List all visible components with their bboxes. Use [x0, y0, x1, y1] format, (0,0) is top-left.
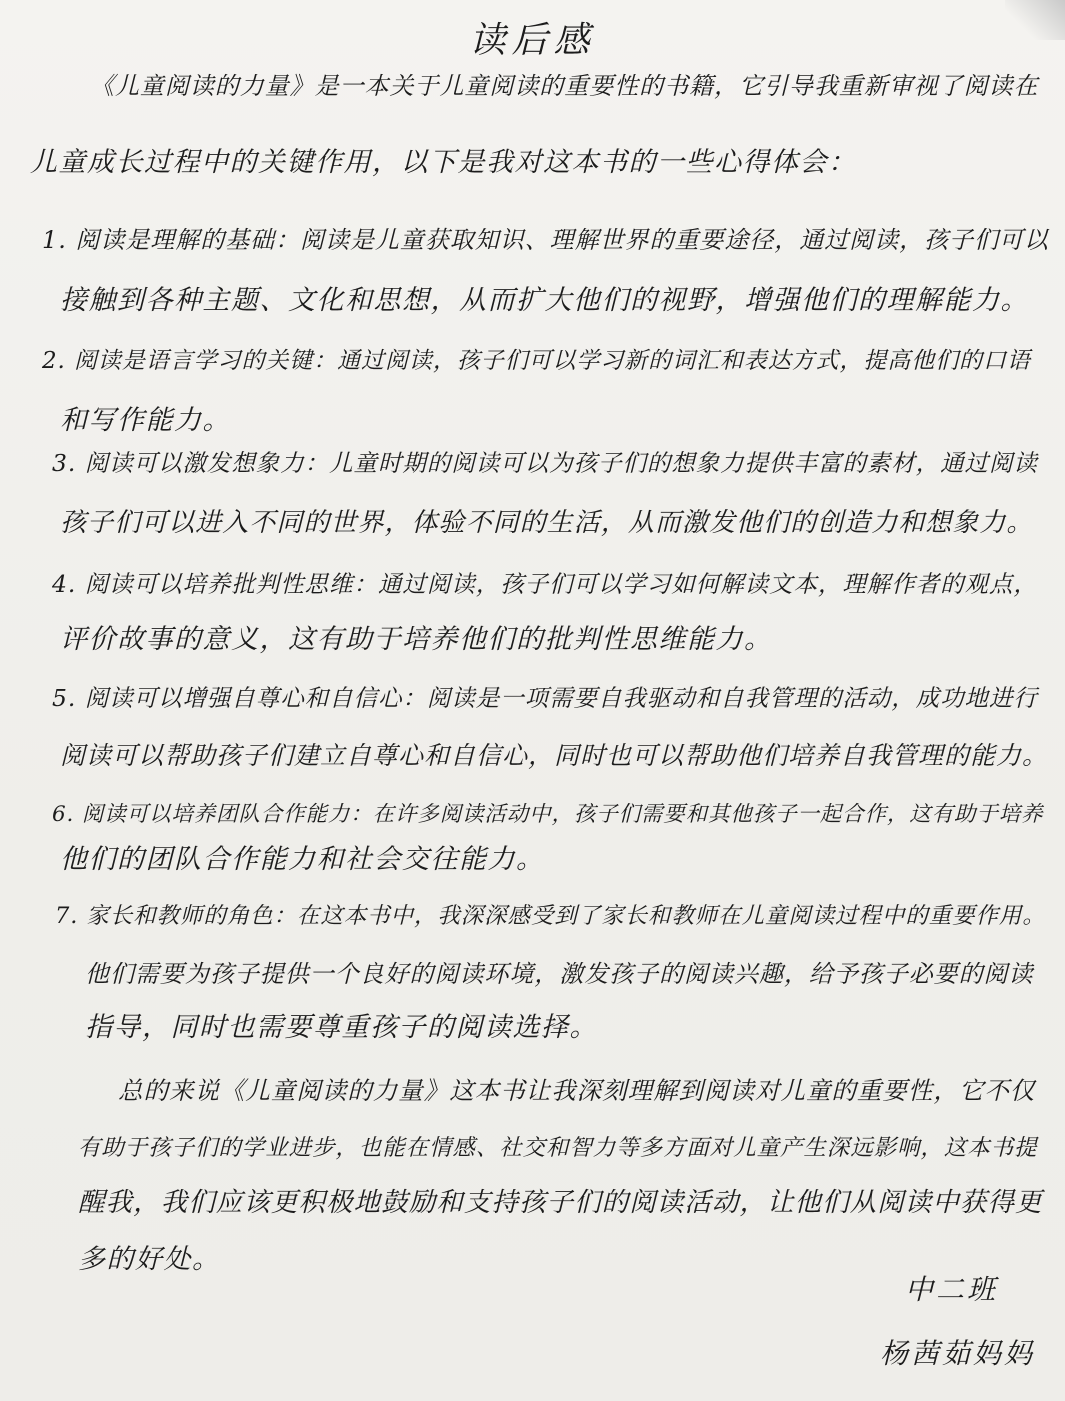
text-line: 评价故事的意义，这有助于培养他们的批判性思维能力。 [60, 624, 773, 655]
text-line: 2. 阅读是语言学习的关键：通过阅读，孩子们可以学习新的词汇和表达方式，提高他们的口语 [42, 348, 1031, 374]
text-line: 醒我，我们应该更积极地鼓励和支持孩子们的阅读活动，让他们从阅读中获得更 [78, 1187, 1043, 1218]
text-line: 孩子们可以进入不同的世界，体验不同的生活，从而激发他们的创造力和想象力。 [60, 508, 1034, 538]
signature-author: 杨茜茹妈妈 [880, 1337, 1036, 1370]
text-line: 接触到各种主题、文化和思想，从而扩大他们的视野，增强他们的理解能力。 [60, 285, 1029, 316]
text-line: 7. 家长和教师的角色：在这本书中，我深深感受到了家长和教师在儿童阅读过程中的重要作用。 [55, 903, 1046, 929]
text-line: 6. 阅读可以培养团队合作能力：在许多阅读活动中，孩子们需要和其他孩子一起合作，这有助于培养 [52, 802, 1044, 827]
text-line: 他们的团队合作能力和社会交往能力。 [60, 844, 545, 875]
text-line: 阅读可以帮助孩子们建立自尊心和自信心，同时也可以帮助他们培养自我管理的能力。 [60, 741, 1049, 770]
text-line: 1. 阅读是理解的基础：阅读是儿童获取知识、理解世界的重要途径，通过阅读，孩子们可以 [42, 226, 1049, 254]
text-line: 他们需要为孩子提供一个良好的阅读环境，激发孩子的阅读兴趣，给予孩子必要的阅读 [85, 960, 1034, 988]
text-line: 多的好处。 [78, 1244, 221, 1275]
text-line: 和写作能力。 [60, 405, 231, 436]
essay-title: 读后感 [469, 20, 596, 61]
text-line: 《儿童阅读的力量》是一本关于儿童阅读的重要性的书籍，它引导我重新审视了阅读在 [90, 72, 1039, 100]
text-line: 总的来说《儿童阅读的力量》这本书让我深刻理解到阅读对儿童的重要性，它不仅 [118, 1076, 1036, 1105]
text-line: 5. 阅读可以增强自尊心和自信心：阅读是一项需要自我驱动和自我管理的活动，成功地进行 [52, 684, 1038, 712]
signature-class: 中二班 [905, 1273, 999, 1306]
text-line: 有助于孩子们的学业进步，也能在情感、社交和智力等多方面对儿童产生深远影响，这本书提 [78, 1135, 1038, 1161]
text-line: 儿童成长过程中的关键作用，以下是我对这本书的一些心得体会： [30, 147, 857, 178]
text-line: 3. 阅读可以激发想象力：儿童时期的阅读可以为孩子们的想象力提供丰富的素材，通过阅读 [52, 449, 1038, 477]
text-line: 4. 阅读可以培养批判性思维：通过阅读，孩子们可以学习如何解读文本，理解作者的观点， [52, 570, 1038, 598]
text-line: 指导，同时也需要尊重孩子的阅读选择。 [85, 1012, 598, 1043]
